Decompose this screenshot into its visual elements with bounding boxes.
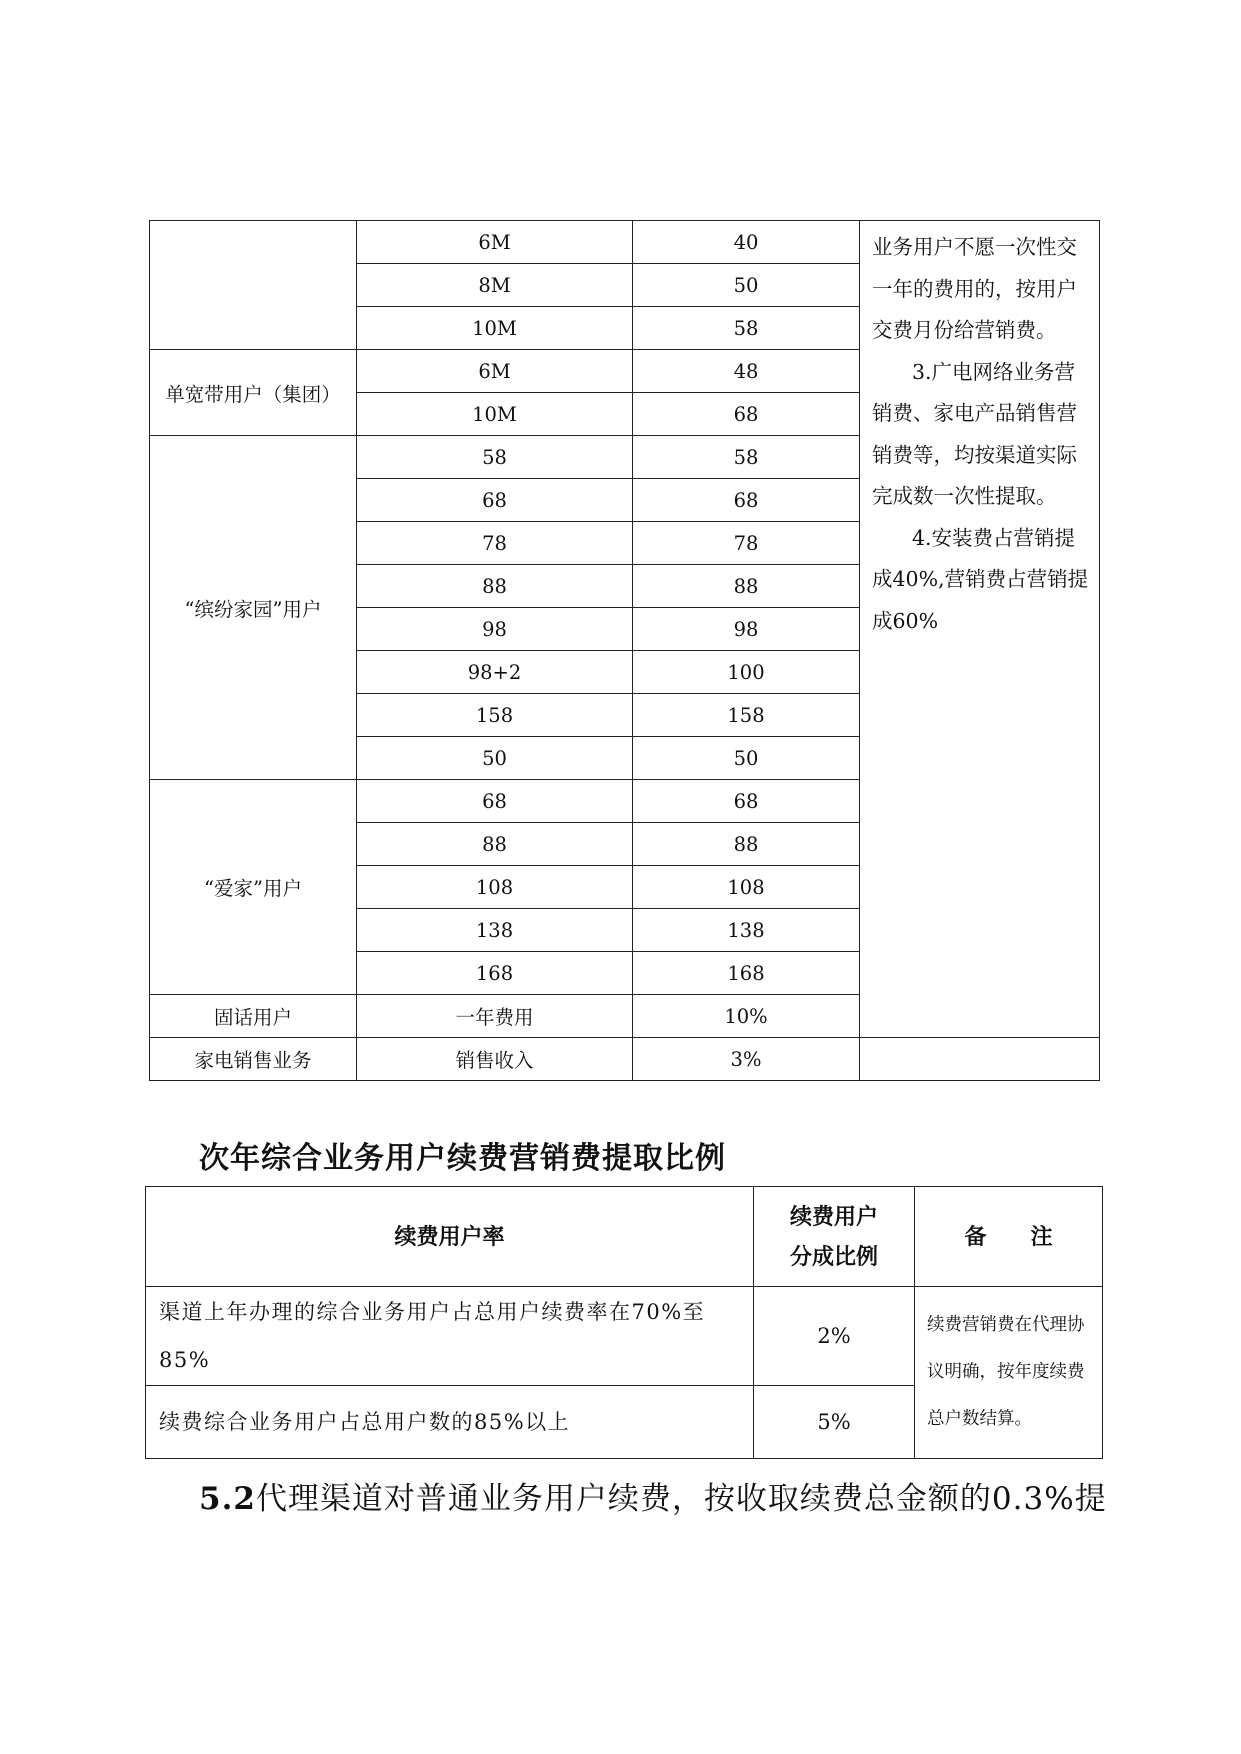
paragraph-5-2 <box>199 1473 1107 1518</box>
header-rate: 续费用户率 <box>146 1187 754 1287</box>
package-cell: 68 <box>357 780 633 823</box>
package-cell: 10M <box>357 393 633 436</box>
package-cell: 88 <box>357 823 633 866</box>
package-cell: 销售收入 <box>357 1038 633 1081</box>
fee-cell: 168 <box>633 952 860 995</box>
package-cell: 一年费用 <box>357 995 633 1038</box>
renewal-fee-table <box>145 1186 1103 1459</box>
table-row <box>150 221 1100 264</box>
package-cell: 158 <box>357 694 633 737</box>
category-landline: 固话用户 <box>150 995 357 1038</box>
rate-cell: 渠道上年办理的综合业务用户占总用户续费率在70%至85% <box>146 1287 754 1386</box>
fee-cell: 98 <box>633 608 860 651</box>
note-line-4: 4.安装费占营销提成40%,营销费占营销提成60% <box>872 525 1089 633</box>
fee-cell: 3% <box>633 1038 860 1081</box>
fee-cell: 88 <box>633 823 860 866</box>
package-cell: 10M <box>357 307 633 350</box>
package-cell: 78 <box>357 522 633 565</box>
empty-cell <box>860 1038 1100 1081</box>
category-aijia: “爱家”用户 <box>150 780 357 995</box>
package-cell: 68 <box>357 479 633 522</box>
package-cell: 6M <box>357 221 633 264</box>
table-row <box>146 1287 1103 1386</box>
fee-cell: 50 <box>633 737 860 780</box>
package-cell: 168 <box>357 952 633 995</box>
package-cell: 58 <box>357 436 633 479</box>
fee-cell: 58 <box>633 436 860 479</box>
remark-cell: 续费营销费在代理协议明确，按年度续费总户数结算。 <box>915 1287 1103 1459</box>
fee-cell: 58 <box>633 307 860 350</box>
fee-cell: 68 <box>633 780 860 823</box>
category-appliance: 家电销售业务 <box>150 1038 357 1081</box>
package-cell: 108 <box>357 866 633 909</box>
fee-cell: 100 <box>633 651 860 694</box>
fee-cell: 158 <box>633 694 860 737</box>
header-share-line-1: 续费用户 <box>789 1203 878 1230</box>
fee-cell: 40 <box>633 221 860 264</box>
table-header-row <box>146 1187 1103 1287</box>
category-broadband-group: 单宽带用户（集团） <box>150 350 357 436</box>
note-line-1: 业务用户不愿一次性交一年的费用的，按用户交费月份给营销费。 <box>872 235 1077 342</box>
paragraph-text: 代理渠道对普通业务用户续费，按收取续费总金额的0.3%提 <box>255 1481 1107 1517</box>
package-cell: 98 <box>357 608 633 651</box>
share-cell: 5% <box>754 1386 915 1459</box>
header-remark: 备 注 <box>915 1187 1103 1287</box>
note-line-3: 3.广电网络业务营销费、家电产品销售营销费等，均按渠道实际完成数一次性提取。 <box>872 359 1077 508</box>
fee-cell: 68 <box>633 393 860 436</box>
marketing-fee-table <box>149 220 1100 1081</box>
table-row <box>150 1038 1100 1081</box>
fee-cell: 48 <box>633 350 860 393</box>
package-cell: 50 <box>357 737 633 780</box>
package-cell: 138 <box>357 909 633 952</box>
fee-cell: 138 <box>633 909 860 952</box>
section-heading: 次年综合业务用户续费营销费提取比例 <box>199 1141 726 1176</box>
header-share-line-2: 分成比例 <box>789 1243 878 1270</box>
share-cell: 2% <box>754 1287 915 1386</box>
fee-cell: 78 <box>633 522 860 565</box>
package-cell: 8M <box>357 264 633 307</box>
package-cell: 98+2 <box>357 651 633 694</box>
fee-cell: 108 <box>633 866 860 909</box>
notes-cell <box>860 221 1100 1038</box>
package-cell: 88 <box>357 565 633 608</box>
fee-cell: 50 <box>633 264 860 307</box>
paragraph-number: 5.2 <box>199 1481 256 1517</box>
fee-cell: 68 <box>633 479 860 522</box>
category-cell <box>150 221 357 350</box>
package-cell: 6M <box>357 350 633 393</box>
header-share <box>754 1187 915 1287</box>
rate-cell: 续费综合业务用户占总用户数的85%以上 <box>146 1386 754 1459</box>
fee-cell: 88 <box>633 565 860 608</box>
fee-cell: 10% <box>633 995 860 1038</box>
category-binfen: “缤纷家园”用户 <box>150 436 357 780</box>
